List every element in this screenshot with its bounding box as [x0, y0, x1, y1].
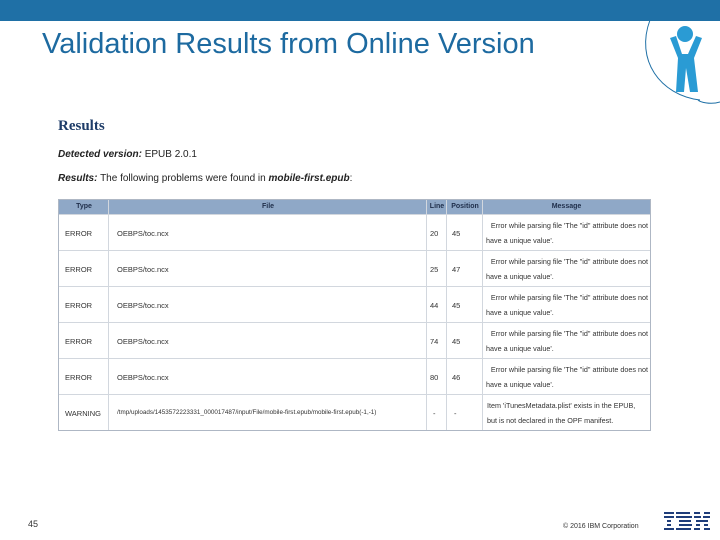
message-line-2: have a unique value'. — [486, 308, 554, 317]
message-line-1: Item 'iTunesMetadata.plist' exists in the EPUB, — [487, 401, 636, 410]
cell-file: /tmp/uploads/1453572223331_000017487/input/File/mobile-first.epub/mobile-first.epub(-1,-1) — [117, 409, 377, 416]
cell-type: ERROR — [65, 337, 93, 346]
table-row — [59, 358, 650, 395]
table-row — [59, 322, 650, 359]
cell-line: 74 — [430, 337, 439, 346]
message-line-2: have a unique value'. — [486, 380, 554, 389]
header-type: Type — [76, 203, 92, 210]
table-row — [59, 250, 650, 287]
slide-title: Validation Results from Online Version — [42, 28, 535, 60]
page-number: 45 — [28, 519, 39, 529]
cell-position: 45 — [452, 337, 461, 346]
cell-line: 80 — [430, 373, 439, 382]
cell-position: 45 — [452, 301, 461, 310]
message-line-2: but is not declared in the OPF manifest. — [487, 416, 614, 425]
detected-version-label: Detected version: — [58, 149, 142, 160]
message-line-1: Error while parsing file 'The "id" attribute does not — [490, 257, 648, 266]
message-line-2: have a unique value'. — [486, 236, 554, 245]
person-logo-icon — [640, 10, 720, 105]
cell-message — [484, 254, 650, 284]
table-row — [59, 214, 650, 251]
header-message: Message — [551, 203, 582, 210]
ibm-logo-icon — [662, 510, 712, 532]
message-line-1: Error while parsing file 'The "id" attribute does not — [490, 329, 648, 338]
table-row — [59, 286, 650, 323]
cell-message — [484, 362, 650, 392]
cell-file: OEBPS/toc.ncx — [117, 265, 169, 274]
cell-message — [484, 326, 650, 356]
cell-file: OEBPS/toc.ncx — [117, 301, 169, 310]
cell-line: 20 — [430, 229, 439, 238]
cell-line: 25 — [430, 265, 439, 274]
cell-file: OEBPS/toc.ncx — [117, 337, 169, 346]
cell-message — [484, 290, 650, 320]
message-line-2: have a unique value'. — [486, 344, 554, 353]
results-label: Results: — [58, 173, 98, 184]
cell-type: ERROR — [65, 265, 93, 274]
cell-type: ERROR — [65, 229, 93, 238]
results-summary — [58, 173, 352, 184]
cell-message — [487, 398, 653, 428]
results-table — [58, 199, 651, 431]
cell-file: OEBPS/toc.ncx — [117, 229, 169, 238]
cell-position: 45 — [452, 229, 461, 238]
cell-type: WARNING — [65, 409, 101, 418]
results-colon: : — [349, 173, 353, 184]
results-file-name: mobile-first.epub — [268, 173, 350, 184]
table-row — [59, 394, 650, 431]
copyright-text: © 2016 IBM Corporation — [563, 523, 639, 530]
top-bar — [0, 0, 720, 21]
header-line: Line — [429, 203, 445, 210]
header-file: File — [261, 203, 275, 210]
cell-position: - — [454, 409, 457, 418]
table-header-row — [59, 200, 650, 214]
cell-position: 46 — [452, 373, 461, 382]
results-screenshot — [58, 118, 652, 438]
detected-version-value: EPUB 2.0.1 — [144, 149, 197, 160]
message-line-1: Error while parsing file 'The "id" attribute does not — [490, 221, 648, 230]
detected-version — [58, 149, 197, 160]
results-text: The following problems were found in — [100, 173, 266, 184]
message-line-1: Error while parsing file 'The "id" attribute does not — [490, 293, 648, 302]
message-line-1: Error while parsing file 'The "id" attribute does not — [490, 365, 648, 374]
results-heading: Results — [58, 118, 105, 134]
message-line-2: have a unique value'. — [486, 272, 554, 281]
cell-type: ERROR — [65, 373, 93, 382]
cell-file: OEBPS/toc.ncx — [117, 373, 169, 382]
cell-line: 44 — [430, 301, 439, 310]
cell-line: - — [433, 409, 436, 418]
cell-position: 47 — [452, 265, 461, 274]
cell-type: ERROR — [65, 301, 93, 310]
header-position: Position — [451, 203, 479, 210]
cell-message — [484, 218, 650, 248]
